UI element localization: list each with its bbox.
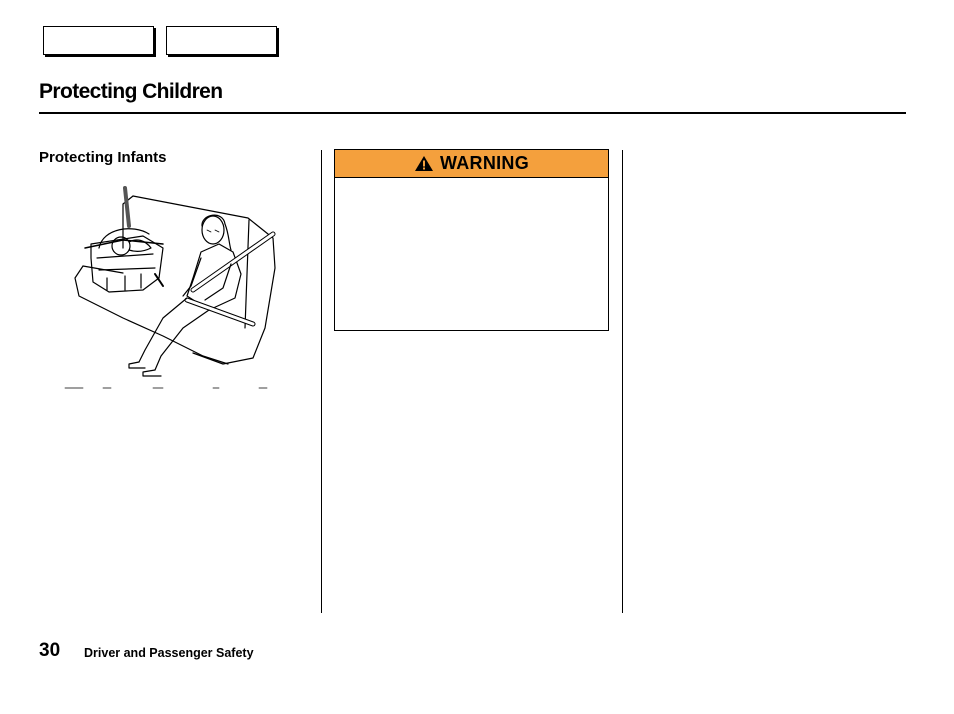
page-number: 30 — [39, 640, 61, 661]
column-divider — [321, 150, 322, 613]
warning-header — [335, 150, 608, 178]
nav-button-next[interactable] — [166, 26, 277, 55]
warning-box — [334, 149, 609, 331]
title-rule — [39, 112, 906, 114]
rear-facing-child-seat-illustration — [63, 178, 285, 392]
section-heading: Protecting Infants — [39, 149, 167, 166]
footer-section-name: Driver and Passenger Safety — [84, 646, 254, 660]
warning-label: WARNING — [439, 153, 530, 173]
page-title: Protecting Children — [39, 80, 223, 103]
warning-triangle-icon — [414, 155, 434, 172]
column-divider — [622, 150, 623, 613]
nav-button-previous[interactable] — [43, 26, 154, 55]
